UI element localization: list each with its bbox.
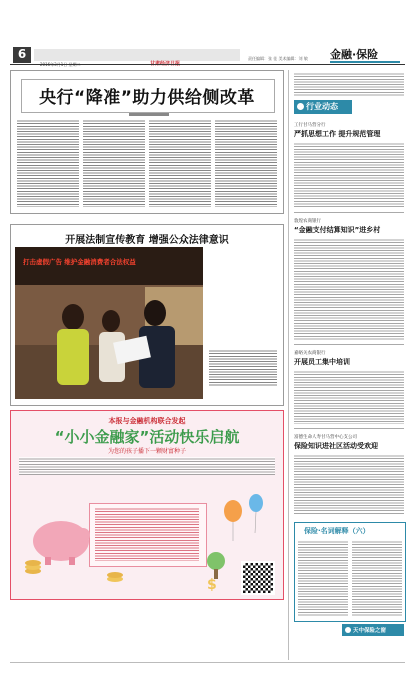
sidebar-article-4-body — [294, 454, 404, 514]
section-accent-bar — [330, 61, 400, 63]
sidebar-separator-1 — [294, 212, 404, 213]
sidebar-article-1-kicker: 工行甘马营分行 — [294, 123, 326, 128]
photo-article — [10, 224, 284, 406]
sidebar-article-1-title: 严抓思想工作 提升规范管理 — [294, 130, 381, 138]
sidebar-separator-2 — [294, 344, 404, 345]
glossary-col-1 — [298, 540, 348, 616]
page-number: 6 — [17, 47, 27, 61]
glossary-col-2 — [352, 540, 402, 616]
date-line — [40, 62, 81, 68]
sidebar-article-1-body — [294, 142, 404, 208]
sidebar-separator-3 — [294, 428, 404, 429]
ad-headline: 本报与金融机构联合发起 — [108, 417, 186, 425]
ad-title: “小小金融家”活动快乐启航 — [54, 428, 240, 446]
lead-byline — [129, 113, 169, 116]
sidebar-article-3-title: 开展员工集中培训 — [294, 358, 350, 366]
sidebar-intro — [294, 72, 404, 96]
sidebar-article-2-body — [294, 238, 404, 340]
lead-column-1 — [17, 119, 79, 207]
lead-column-4 — [215, 119, 277, 207]
svg-text:$: $ — [207, 577, 217, 593]
advert — [10, 410, 284, 600]
sidebar-article-2-kicker: 敦煌农商银行 — [294, 219, 321, 224]
sidebar-article-3-body — [294, 370, 404, 424]
news-banner-icon — [297, 103, 304, 110]
footer-banner-icon — [345, 627, 351, 633]
sidebar-divider — [288, 70, 289, 660]
photo-caption — [209, 349, 277, 387]
sidebar-article-4-kicker: 富德生命人寿甘马营中心支公司 — [294, 435, 357, 440]
news-banner-title: 行业动态 — [306, 102, 338, 111]
bottom-rule — [10, 662, 405, 663]
footer-banner-label: 天中保险之窗 — [353, 628, 387, 634]
scroll-sign-text: 打击虚假广告 维护金融消费者合法权益 — [23, 258, 136, 266]
sidebar-article-2-title: “金融支付结算知识”进乡村 — [294, 226, 381, 234]
photo-title: 开展法制宣传教育 增强公众法律意识 — [65, 235, 229, 246]
editor-line: 责任编辑：张 佳 美术编辑：刘 敏 — [248, 56, 308, 61]
header-gray-bar — [34, 49, 240, 61]
header-rule — [10, 64, 405, 65]
section-title: 金融·保险 — [330, 48, 379, 61]
glossary-title: 保险·名词解释（六） — [304, 527, 370, 535]
scroll-sign — [23, 257, 173, 279]
lead-title: 央行“降准”助力供给侧改革 — [39, 88, 255, 108]
lead-article — [10, 70, 284, 214]
sidebar-article-3-kicker: 嘉峪关农商银行 — [294, 351, 326, 356]
lead-column-2 — [83, 119, 145, 207]
qr-code[interactable] — [241, 561, 275, 595]
sidebar — [292, 70, 407, 660]
page-header — [0, 0, 415, 70]
sidebar-article-4-title: 保险知识进社区活动受欢迎 — [294, 442, 378, 450]
ad-slogan: 为您的孩子播下一颗财富种子 — [107, 448, 186, 455]
lead-column-3 — [149, 119, 211, 207]
photo — [15, 247, 203, 399]
